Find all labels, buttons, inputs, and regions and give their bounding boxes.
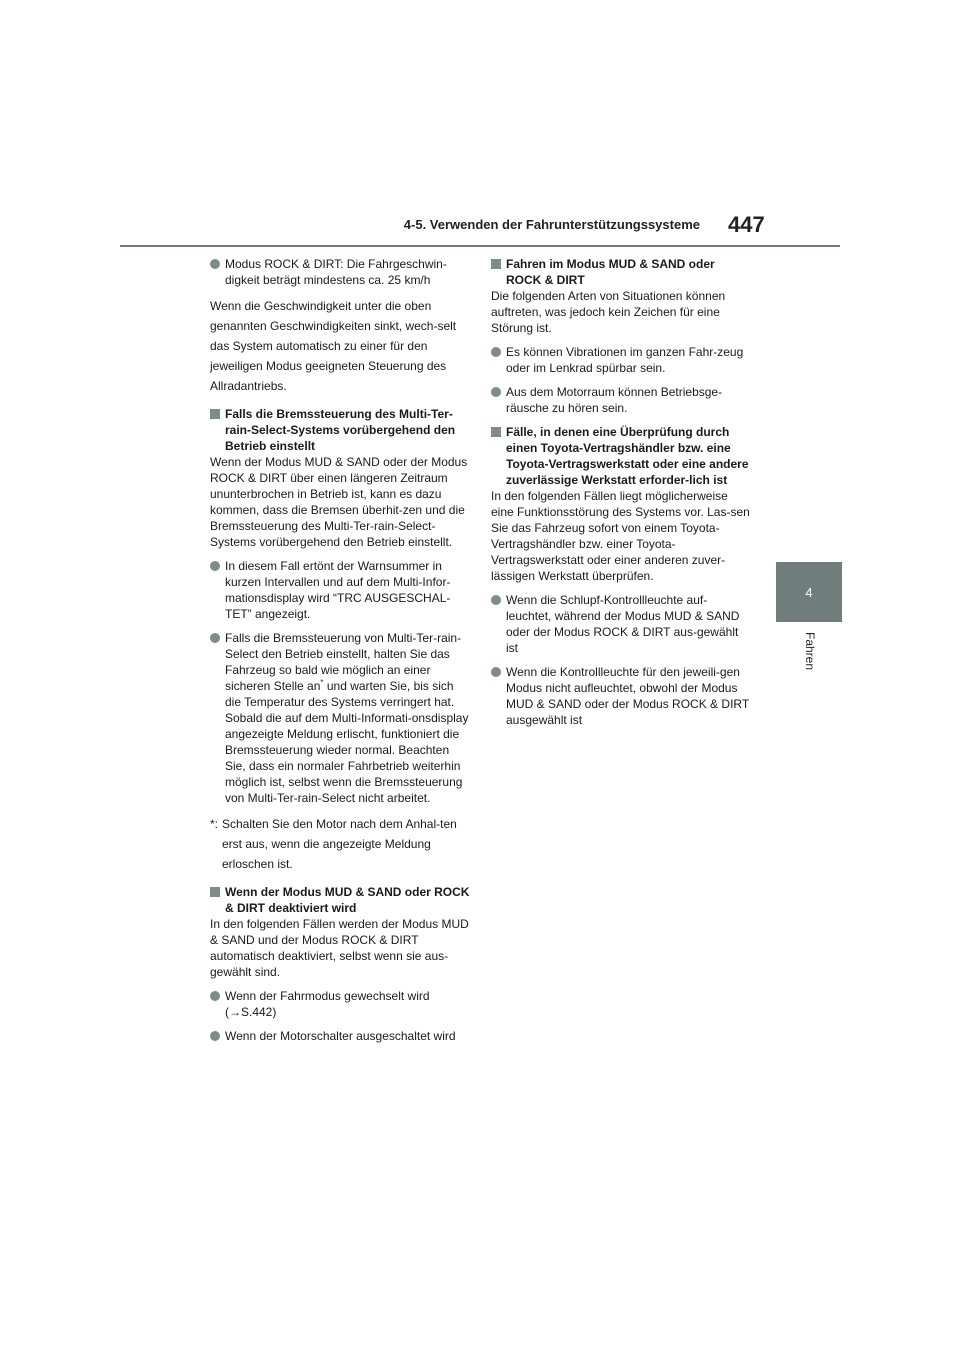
bullet-text: Es können Vibrationen im ganzen Fahr-zeug oder im Lenkrad spürbar sein. [506, 345, 744, 375]
left-column [210, 256, 470, 1052]
right-column [491, 256, 751, 736]
section-title: 4-5. Verwenden der Fahrunterstützungssysteme [403, 217, 700, 232]
paragraph: Wenn der Modus MUD & SAND oder der Modus ROCK & DIRT über einen längeren Zeitraum ununterbrochen in Betrieb ist, kann es dazu kommen, dass die Bremsen überhit-zen und die Bremssteuerung des Multi-Ter-rain-Select-Systems vorübergehend den Betrieb einstellt. [210, 455, 468, 549]
footnote-label: *: [210, 817, 219, 831]
bullet-item [491, 344, 751, 376]
footnote-text: Schalten Sie den Motor nach dem Anhal-ten erst aus, wenn die angezeigte Meldung erloschen ist. [222, 817, 457, 871]
paragraph: In den folgenden Fällen liegt möglicherweise eine Funktionsstörung des Systems vor. Las-sen Sie das Fahrzeug sofort von einem Toyota-Vertragshändler bzw. einer Toyota-Vertragswerkstatt oder einer anderen zuver-lässigen Werkstatt überprüfen. [491, 489, 750, 583]
bullet-dot-icon [491, 387, 501, 397]
footnote [210, 814, 470, 874]
bullet-item [210, 558, 470, 622]
chapter-tab-number: 4 [805, 584, 813, 600]
bullet-dot-icon [210, 633, 220, 643]
bullet-text: Aus dem Motorraum können Betriebsge-räusche zu hören sein. [506, 385, 723, 415]
bullet-item [210, 988, 470, 1020]
chapter-tab [776, 562, 842, 622]
bullet-dot-icon [210, 1031, 220, 1041]
bullet-item [210, 256, 470, 288]
bullet-dot-icon [491, 667, 501, 677]
heading-text: Falls die Bremssteuerung des Multi-Ter-rain-Select-Systems vorübergehend den Betrieb einstellt [225, 407, 456, 453]
paragraph: Wenn die Geschwindigkeit unter die oben genannten Geschwindigkeiten sinkt, wech-selt das System automatisch zu einer für den jeweiligen Modus geeigneten Steuerung des Allradantriebs. [210, 299, 457, 393]
section-heading [210, 884, 470, 916]
bullet-item [491, 664, 751, 728]
bullet-dot-icon [491, 347, 501, 357]
bullet-text-continued: und warten Sie, bis sich die Temperatur des Systems verringert hat. Sobald die auf dem Multi-Informati-onsdisplay angezeigte Meldung erlischt, funktioniert die Bremssteuerung wieder normal. Beachten Sie, dass ein normaler Fahrbetrieb weiterhin möglich ist, selbst wenn die Bremssteuerung von Multi-Ter-rain-Select nicht arbeitet. [225, 679, 469, 805]
header-rule [120, 245, 840, 247]
square-bullet-icon [210, 409, 220, 419]
bullet-text: In diesem Fall ertönt der Warnsummer in kurzen Intervallen und auf dem Multi-Infor-mationsdisplay wird “TRC AUSGESCHAL-TET” angezeigt. [225, 559, 451, 621]
section-heading [491, 256, 751, 288]
bullet-text: Wenn der Motorschalter ausgeschaltet wird [225, 1029, 456, 1043]
bullet-item [210, 1028, 470, 1044]
bullet-dot-icon [210, 991, 220, 1001]
bullet-text: Wenn der Fahrmodus gewechselt wird (→S.442) [225, 989, 430, 1019]
bullet-text: Wenn die Schlupf-Kontrollleuchte auf-leuchtet, während der Modus MUD & SAND oder der Modus ROCK & DIRT aus-gewählt ist [506, 593, 740, 655]
footnote-marker: * [320, 678, 324, 687]
square-bullet-icon [491, 259, 501, 269]
bullet-item [491, 384, 751, 416]
bullet-dot-icon [210, 561, 220, 571]
paragraph: Die folgenden Arten von Situationen können auftreten, was jedoch kein Zeichen für eine Störung ist. [491, 289, 726, 335]
section-heading [491, 424, 751, 488]
bullet-text: Falls die Bremssteuerung von Multi-Ter-rain-Select den Betrieb einstellt, halten Sie das Fahrzeug so bald wie möglich an einer sicheren Stelle an [225, 631, 462, 693]
page-number: 447 [728, 212, 765, 237]
chapter-tab-label: Fahren [803, 632, 817, 671]
square-bullet-icon [491, 427, 501, 437]
square-bullet-icon [210, 887, 220, 897]
paragraph: In den folgenden Fällen werden der Modus MUD & SAND und der Modus ROCK & DIRT automatisch deaktiviert, selbst wenn sie aus-gewählt sind. [210, 917, 469, 979]
bullet-text: Modus ROCK & DIRT: Die Fahrgeschwin-digkeit beträgt mindestens ca. 25 km/h [225, 257, 447, 287]
bullet-item [210, 630, 470, 806]
bullet-item [491, 592, 751, 656]
heading-text: Wenn der Modus MUD & SAND oder ROCK & DIRT deaktiviert wird [225, 885, 470, 915]
section-heading [210, 406, 470, 454]
bullet-dot-icon [491, 595, 501, 605]
bullet-dot-icon [210, 259, 220, 269]
heading-text: Fahren im Modus MUD & SAND oder ROCK & DIRT [506, 257, 715, 287]
bullet-text: Wenn die Kontrollleuchte für den jeweili-gen Modus nicht aufleuchtet, obwohl der Modus MUD & SAND oder der Modus ROCK & DIRT ausgewählt ist [506, 665, 749, 727]
heading-text: Fälle, in denen eine Überprüfung durch einen Toyota-Vertragshändler bzw. eine Toyota-Vertragswerkstatt oder eine andere zuverlässige Werkstatt erforder-lich ist [506, 425, 749, 487]
